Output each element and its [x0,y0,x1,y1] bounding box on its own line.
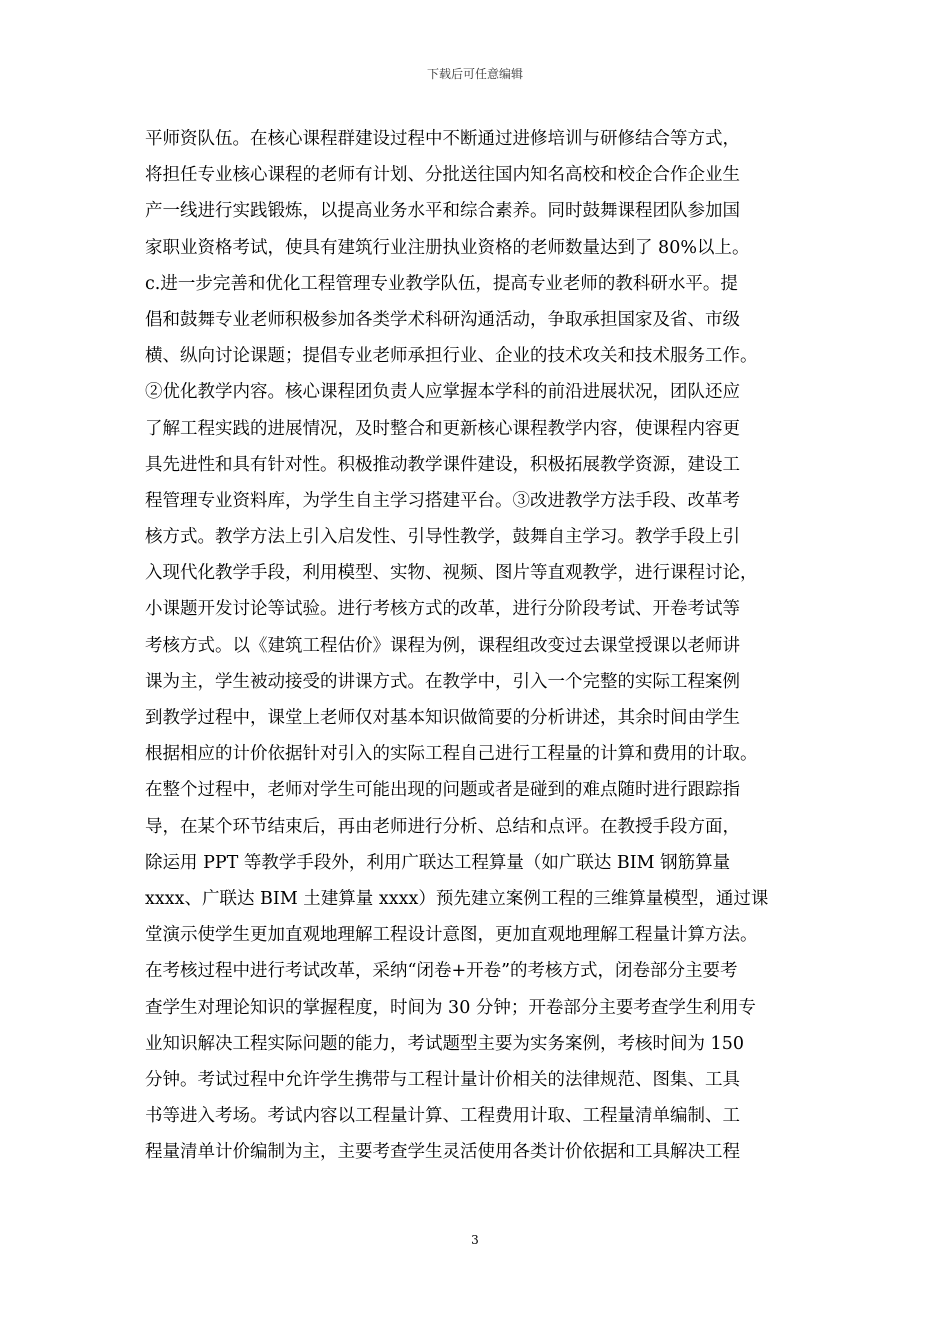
text-line: 程量清单计价编制为主，主要考查学生灵活使用各类计价依据和工具解决工程 [145,1142,740,1163]
text-line: 倡和鼓舞专业老师积极参加各类学术科研沟通活动，争取承担国家及省、市级 [145,309,740,330]
text-line: 在考核过程中进行考试改革，采纳“闭卷+开卷”的考核方式，闭卷部分主要考 [145,961,738,982]
text-line: 横、纵向讨论课题；提倡专业老师承担行业、企业的技术攻关和技术服务工作。 [145,346,758,367]
text-line: 具先进性和具有针对性。积极推动教学课件建设，积极拓展教学资源，建设工 [145,454,740,475]
text-line: 家职业资格考试，使具有建筑行业注册执业资格的老师数量达到了 80%以上。 [145,237,750,258]
text-line: 平师资队伍。在核心课程群建设过程中不断通过进修培训与研修结合等方式， [145,129,740,149]
text-line: 堂演示使学生更加直观地理解工程设计意图，更加直观地理解工程量计算方法。 [145,925,758,946]
text-line: ②优化教学内容。核心课程团负责人应掌握本学科的前沿进展状况，团队还应 [145,382,740,403]
text-line: 除运用 PPT 等教学手段外，利用广联达工程算量（如广联达 BIM 钢筋算量 [145,852,731,873]
text-line: 查学生对理论知识的掌握程度，时间为 30 分钟；开卷部分主要考查学生利用专 [145,997,756,1018]
text-line: 产一线进行实践锻炼，以提高业务水平和综合素养。同时鼓舞课程团队参加国 [145,201,740,222]
text-line: 书等进入考场。考试内容以工程量计算、工程费用计取、工程量清单编制、工 [145,1106,740,1127]
text-line: 课为主，学生被动接受的讲课方式。在教学中，引入一个完整的实际工程案例 [145,671,740,692]
text-line: 了解工程实践的进展情况，及时整合和更新核心课程教学内容，使课程内容更 [145,418,740,439]
text-line: 将担任专业核心课程的老师有计划、分批送往国内知名高校和校企合作企业生 [145,165,740,186]
text-line: 小课题开发讨论等试验。进行考核方式的改革，进行分阶段考试、开卷考试等 [145,599,740,620]
text-line: 根据相应的计价依据针对引入的实际工程自己进行工程量的计算和费用的计取。 [145,744,758,765]
text-line: 考核方式。以《建筑工程估价》课程为例，课程组改变过去课堂授课以老师讲 [145,635,740,656]
text-line: 核方式。教学方法上引入启发性、引导性教学，鼓舞自主学习。教学手段上引 [145,527,740,548]
text-line: 到教学过程中，课堂上老师仅对基本知识做简要的分析讲述，其余时间由学生 [145,708,740,728]
body-text [145,121,825,1170]
page-header: 下载后可任意编辑 [426,67,523,81]
text-line: c.进一步完善和优化工程管理专业教学队伍，提高专业老师的教科研水平。提 [145,273,738,294]
text-line: 分钟。考试过程中允许学生携带与工程计量计价相关的法律规范、图集、工具 [145,1069,740,1090]
text-line: 导，在某个环节结束后，再由老师进行分析、总结和点评。在教授手段方面， [145,816,740,837]
text-line: 业知识解决工程实际问题的能力，考试题型主要为实务案例，考核时间为 150 [145,1033,744,1054]
text-line: 程管理专业资料库，为学生自主学习搭建平台。③改进教学方法手段、改革考 [145,490,740,511]
text-line: 入现代化教学手段，利用模型、实物、视频、图片等直观教学，进行课程讨论， [145,563,758,584]
text-line: 在整个过程中，老师对学生可能出现的问题或者是碰到的难点随时进行跟踪指 [145,780,740,801]
text-line: xxxx、广联达 BIM 土建算量 xxxx）预先建立案例工程的三维算量模型，通过课 [145,888,769,909]
page-number: 3 [471,1233,479,1247]
